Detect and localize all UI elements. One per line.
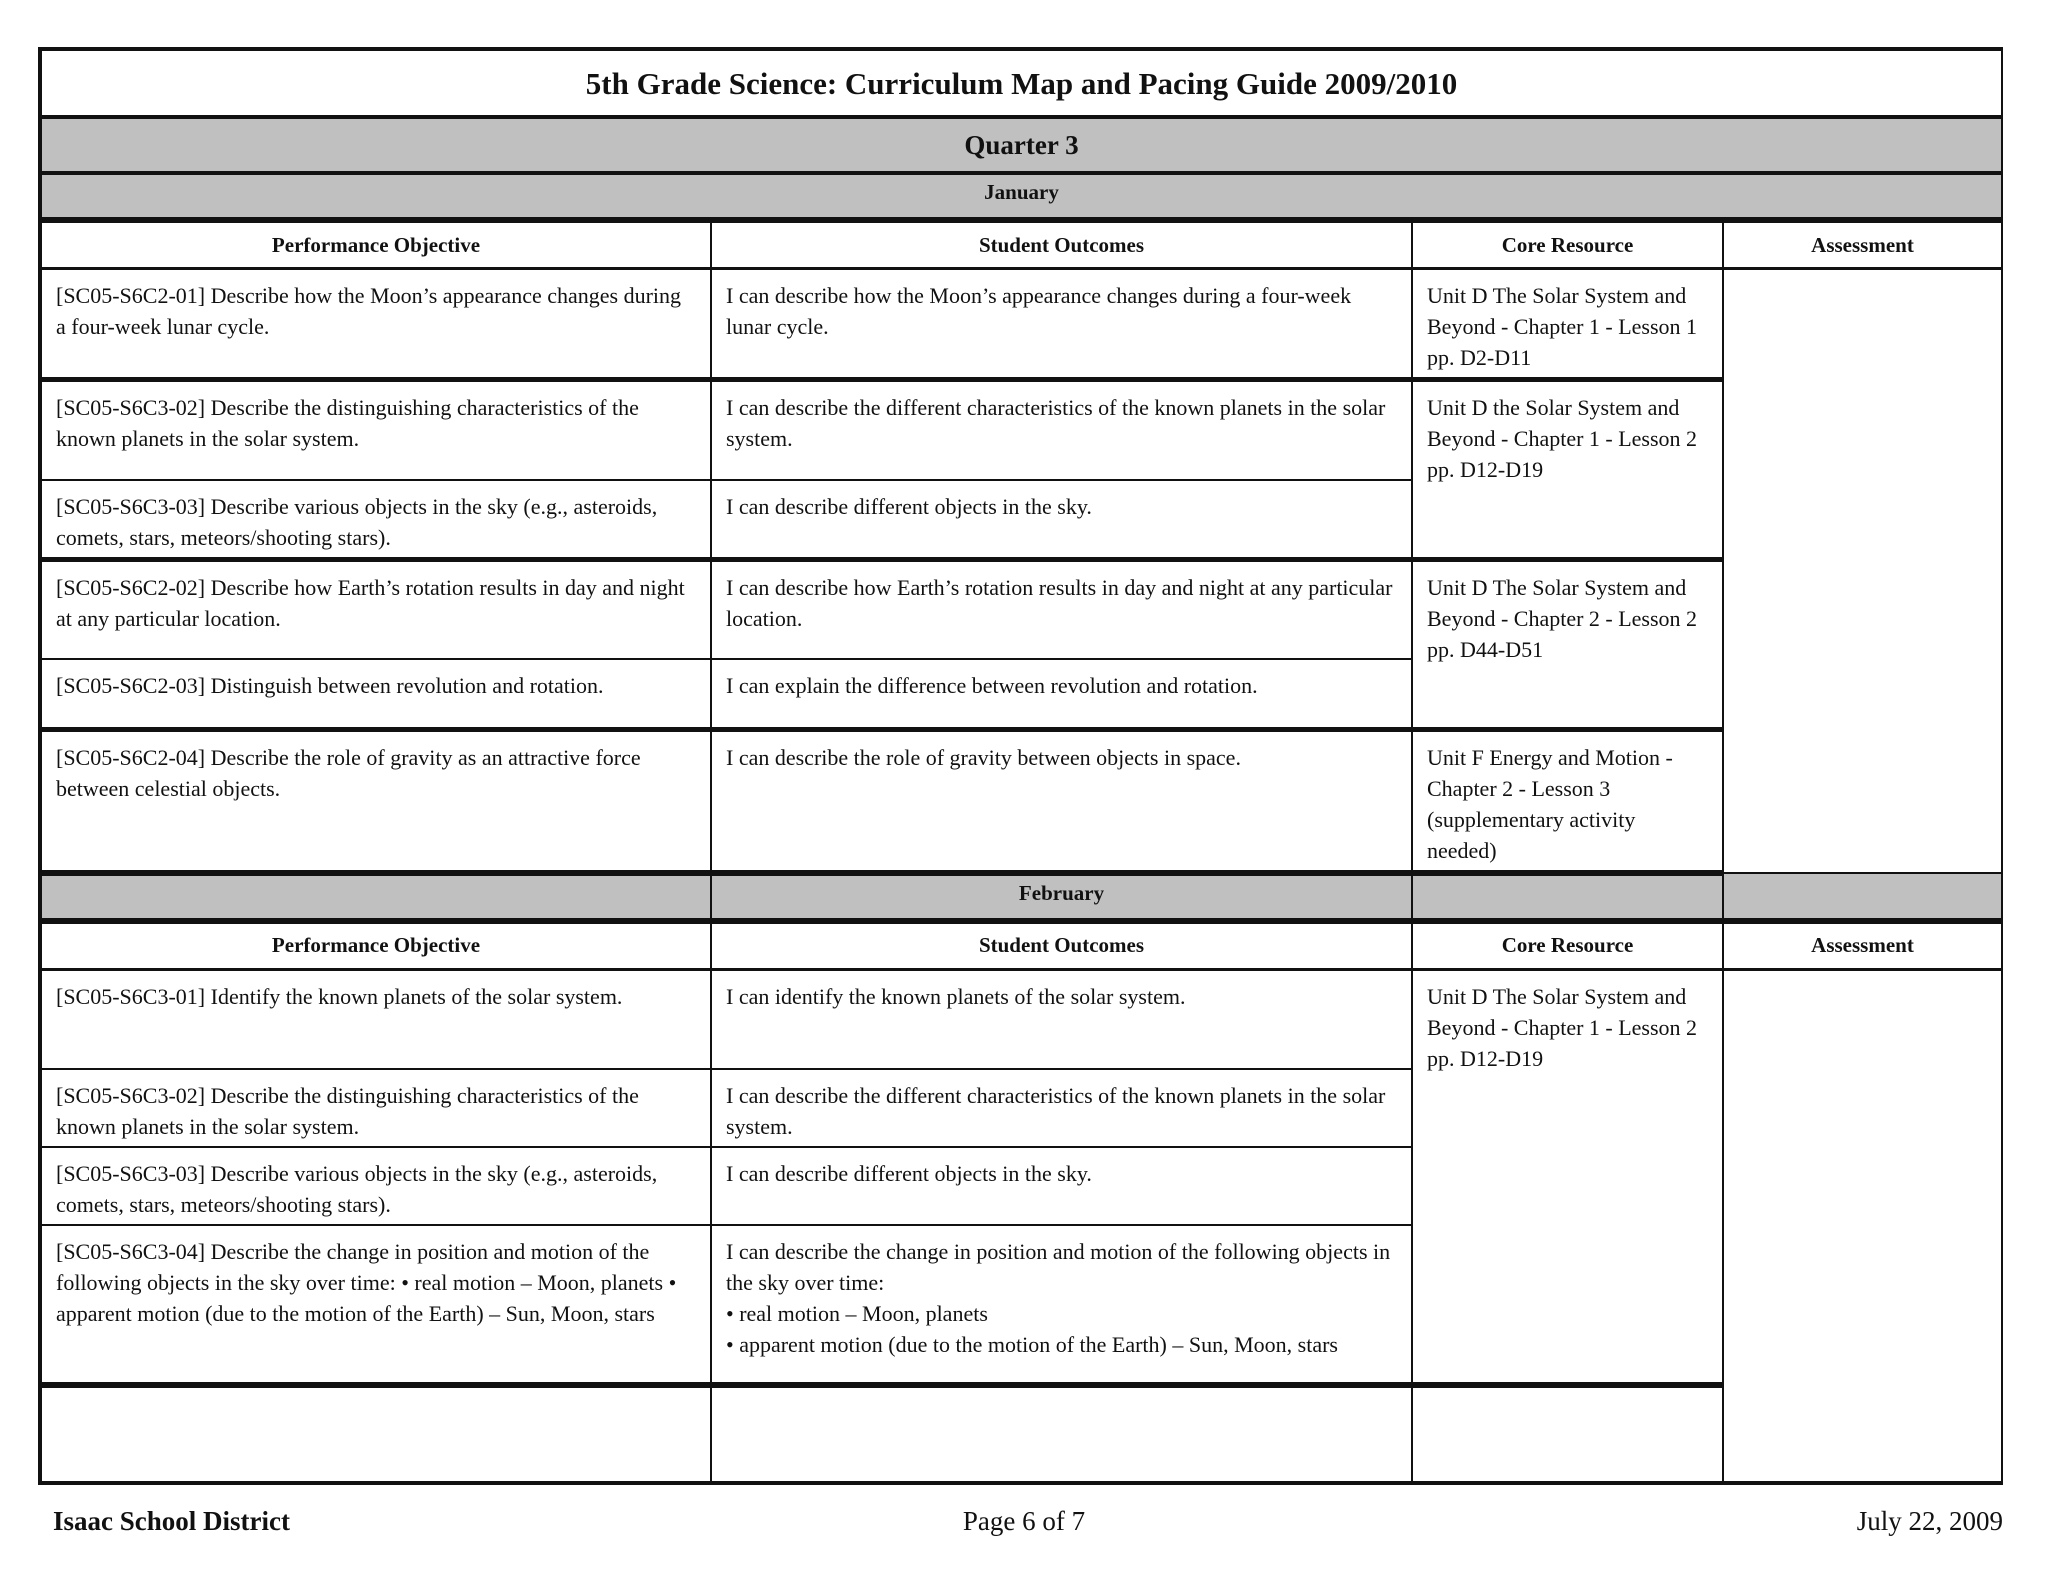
resource-cell: Unit D The Solar System and Beyond - Chapter 2 - Lesson 2 pp. D44-D51 [1412, 559, 1723, 729]
outcome-cell: I can explain the difference between revolution and rotation. [711, 659, 1412, 729]
assessment-cell [1723, 969, 2002, 1482]
header-student-outcomes: Student Outcomes [711, 220, 1412, 269]
header-assessment: Assessment [1723, 220, 2002, 269]
objective-cell: [SC05-S6C2-03] Distinguish between revolution and rotation. [41, 659, 711, 729]
objective-cell: [SC05-S6C3-03] Describe various objects in the sky (e.g., asteroids, comets, stars, meteors/shooting stars). [41, 480, 711, 560]
empty-cell [711, 1385, 1412, 1482]
footer-date: July 22, 2009 [1856, 1506, 2003, 1536]
curriculum-table [40, 49, 2003, 1483]
month-spacer [1723, 873, 2002, 921]
footer-district: Isaac School District [53, 1506, 290, 1536]
empty-cell [1412, 1385, 1723, 1482]
month-heading-february: February [711, 873, 1412, 921]
resource-cell: Unit D The Solar System and Beyond - Chapter 1 - Lesson 2 pp. D12-D19 [1412, 969, 1723, 1385]
quarter-heading: Quarter 3 [41, 117, 2002, 173]
footer-page-number: Page 6 of 7 [962, 1506, 1086, 1536]
objective-cell: [SC05-S6C3-01] Identify the known planets of the solar system. [41, 969, 711, 1069]
table-row [41, 729, 2002, 873]
header-performance-objective: Performance Objective [41, 220, 711, 269]
month-spacer [41, 873, 711, 921]
outcome-cell: I can describe the different characteristics of the known planets in the solar system. [711, 1069, 1412, 1147]
objective-cell: [SC05-S6C3-02] Describe the distinguishing characteristics of the known planets in the solar system. [41, 380, 711, 480]
empty-cell [41, 1385, 711, 1482]
objective-cell: [SC05-S6C2-01] Describe how the Moon’s appearance changes during a four-week lunar cycle. [41, 269, 711, 380]
header-core-resource: Core Resource [1412, 921, 1723, 970]
month-row-february [41, 873, 2002, 921]
table-header-row [41, 921, 2002, 970]
month-heading-january: January [41, 173, 2002, 220]
month-spacer [1412, 873, 1723, 921]
document-title: 5th Grade Science: Curriculum Map and Pacing Guide 2009/2010 [41, 50, 2002, 117]
outcome-cell: I can describe how Earth’s rotation results in day and night at any particular location. [711, 559, 1412, 659]
objective-cell: [SC05-S6C3-03] Describe various objects in the sky (e.g., asteroids, comets, stars, meteors/shooting stars). [41, 1147, 711, 1225]
resource-cell: Unit D The Solar System and Beyond - Chapter 1 - Lesson 1 pp. D2-D11 [1412, 269, 1723, 380]
outcome-cell: I can describe different objects in the sky. [711, 480, 1412, 560]
table-row-empty [41, 1385, 2002, 1482]
curriculum-document [38, 47, 2003, 1485]
objective-cell: [SC05-S6C3-04] Describe the change in position and motion of the following objects in the sky over time: • real motion – Moon, planets • apparent motion (due to the motion of the Earth) – Sun, Moon, stars [41, 1225, 711, 1385]
table-row [41, 380, 2002, 480]
header-core-resource: Core Resource [1412, 220, 1723, 269]
table-row [41, 969, 2002, 1069]
assessment-cell [1723, 269, 2002, 873]
outcome-cell: I can describe the change in position and motion of the following objects in the sky over time: • real motion – Moon, planets • apparent motion (due to the motion of the Earth) – Sun, Moon, stars [711, 1225, 1412, 1385]
objective-cell: [SC05-S6C3-02] Describe the distinguishing characteristics of the known planets in the solar system. [41, 1069, 711, 1147]
objective-cell: [SC05-S6C2-02] Describe how Earth’s rotation results in day and night at any particular location. [41, 559, 711, 659]
outcome-cell: I can describe different objects in the sky. [711, 1147, 1412, 1225]
resource-cell: Unit F Energy and Motion - Chapter 2 - Lesson 3 (supplementary activity needed) [1412, 729, 1723, 873]
header-student-outcomes: Student Outcomes [711, 921, 1412, 970]
table-row [41, 559, 2002, 659]
outcome-cell: I can describe the role of gravity between objects in space. [711, 729, 1412, 873]
outcome-cell: I can describe the different characteristics of the known planets in the solar system. [711, 380, 1412, 480]
table-row [41, 269, 2002, 380]
resource-cell: Unit D the Solar System and Beyond - Chapter 1 - Lesson 2 pp. D12-D19 [1412, 380, 1723, 560]
header-performance-objective: Performance Objective [41, 921, 711, 970]
objective-cell: [SC05-S6C2-04] Describe the role of gravity as an attractive force between celestial objects. [41, 729, 711, 873]
outcome-cell: I can describe how the Moon’s appearance changes during a four-week lunar cycle. [711, 269, 1412, 380]
table-header-row [41, 220, 2002, 269]
header-assessment: Assessment [1723, 921, 2002, 970]
outcome-cell: I can identify the known planets of the solar system. [711, 969, 1412, 1069]
